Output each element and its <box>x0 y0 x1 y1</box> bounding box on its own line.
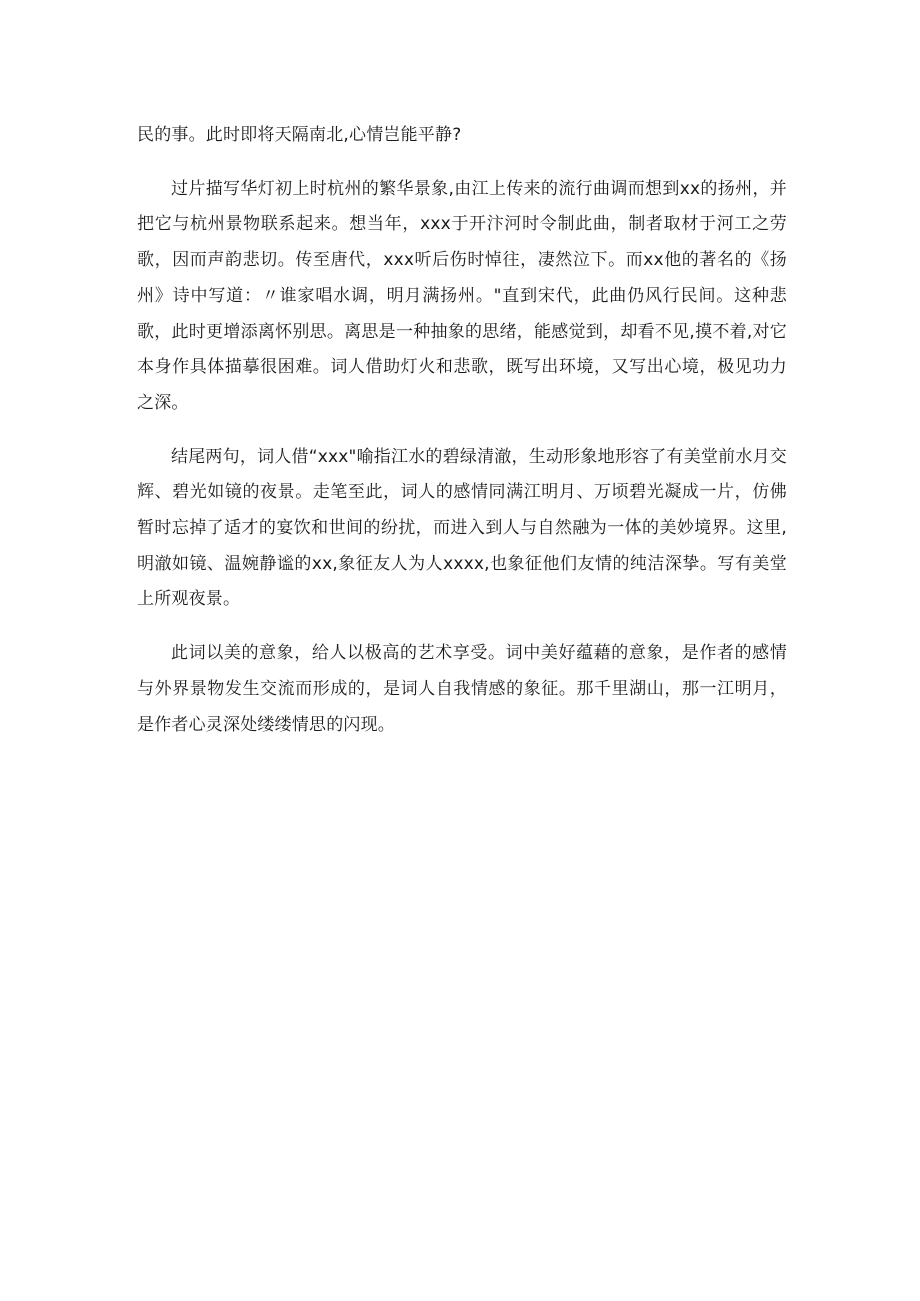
paragraph-3: 结尾两句，词人借“xxx"喻指江水的碧绿清澈，生动形象地形容了有美堂前水月交辉、碧光如镜的夜景。走笔至此，词人的感情同满江明月、万顷碧光凝成一片，仿佛暂时忘掉了适才的宴饮和世间的纷扰，而进入到人与自然融为一体的美妙境界。这里,明澈如镜、温婉静谧的xx,象征友人为人xxxx,也象征他们友情的纯洁深挚。写有美堂上所观夜景。 <box>137 446 787 610</box>
paragraph-2: 过片描写华灯初上时杭州的繁华景象,由江上传来的流行曲调而想到xx的扬州，并把它与杭州景物联系起来。想当年，xxx于开汴河时令制此曲，制者取材于河工之劳歌，因而声韵悲切。传至唐代，xxx听后伤时悼往，凄然泣下。而xx他的著名的《扬州》诗中写道：〃谁家唱水调，明月满扬州。"直到宋代，此曲仍风行民间。这种悲歌，此时更增添离怀别思。离思是一种抽象的思绪，能感觉到，却看不见,摸不着,对它本身作具体描摹很困难。词人借助灯火和悲歌，既写出环境，又写出心境，极见功力之深。 <box>137 178 787 413</box>
paragraph-1: 民的事。此时即将天隔南北,心情岂能平静? <box>137 125 462 145</box>
paragraph-4: 此词以美的意象，给人以极高的艺术享受。词中美好蕴藉的意象，是作者的感情与外界景物发生交流而形成的，是词人自我情感的象征。那千里湖山，那一江明月，是作者心灵深处缕缕情思的闪现。 <box>137 643 787 735</box>
document-body <box>137 118 787 743</box>
